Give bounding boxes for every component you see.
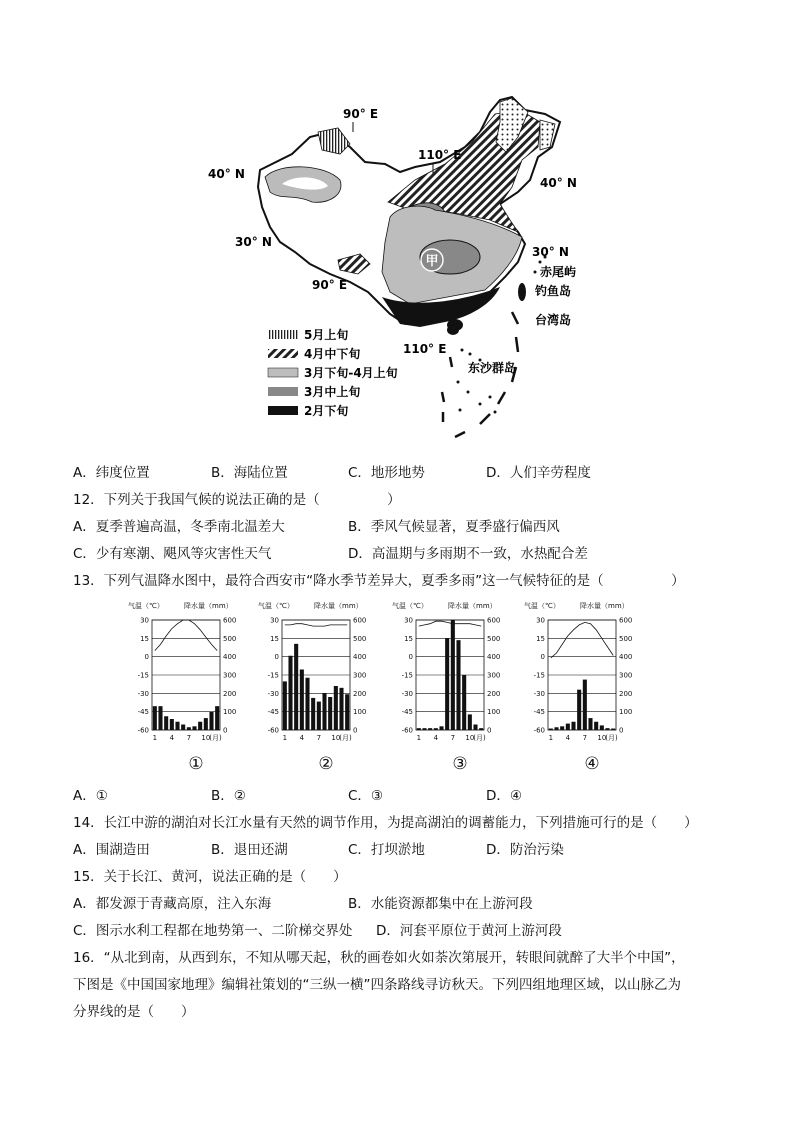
climate-chart-2 (258, 598, 370, 748)
temp-tick-label: 0 (540, 653, 545, 662)
precip-bar (283, 681, 287, 730)
precip-bar (588, 718, 592, 730)
month-tick-label: 10 (597, 734, 607, 742)
temp-tick-label: -30 (137, 689, 149, 698)
precip-tick-label: 400 (619, 653, 633, 662)
month-tick-label: 10 (201, 734, 211, 742)
precip-tick-label: 300 (223, 671, 237, 680)
precip-bar (322, 693, 326, 730)
month-tick-label: 7 (316, 734, 322, 742)
precip-axis-title: 降水量（mm） (314, 602, 363, 610)
q12-option-c[interactable]: C．少有寒潮、飓风等灾害性天气 (73, 546, 272, 562)
lon-label-110e-top: 110° E (418, 148, 462, 162)
month-tick-label: 1 (548, 734, 554, 742)
precip-tick-label: 300 (619, 671, 633, 680)
place-taiwan: 台湾岛 (535, 313, 572, 327)
climate-chart-1 (128, 598, 240, 748)
temp-tick-label: -60 (533, 726, 545, 735)
temp-axis-title: 气温（℃） (392, 602, 428, 610)
place-dongsha: 东沙群岛 (468, 361, 517, 375)
precip-bar (566, 724, 570, 730)
month-tick-label: 7 (582, 734, 588, 742)
hainan-island (447, 325, 459, 335)
precip-bar (422, 728, 426, 730)
precip-tick-label: 100 (353, 708, 367, 717)
legend-may-early: 5月上旬 (304, 328, 349, 342)
q14-stem: 14．长江中游的湖泊对长江水量有天然的调节作用，为提高湖泊的调蓄能力，下列措施可行的是（ ） (73, 815, 698, 831)
precip-bar (560, 726, 564, 730)
temp-line (551, 622, 613, 658)
month-tick-label: 1 (152, 734, 158, 742)
precip-bar (215, 706, 219, 730)
temp-tick-label: -60 (137, 726, 149, 735)
temp-tick-label: 30 (270, 616, 279, 625)
precip-tick-label: 0 (487, 726, 492, 735)
precip-axis-title: 降水量（mm） (580, 602, 629, 610)
precip-bar (417, 728, 421, 730)
lon-label-110e-bottom: 110° E (403, 342, 447, 356)
lon-label-90e-top: 90° E (343, 107, 379, 121)
precip-bar (187, 727, 191, 730)
precip-bar (571, 722, 575, 730)
legend-march-late-april-early: 3月下旬-4月上旬 (304, 366, 398, 380)
precip-tick-label: 300 (487, 671, 501, 680)
temp-tick-label: -30 (533, 689, 545, 698)
q15-option-d[interactable]: D．河套平原位于黄河上游河段 (376, 923, 562, 939)
precip-tick-label: 500 (353, 634, 367, 643)
q15-option-b[interactable]: B．水能资源都集中在上游河段 (348, 896, 533, 912)
q12-stem: 12．下列关于我国气候的说法正确的是（ ） (73, 492, 401, 508)
temp-tick-label: 15 (404, 634, 413, 643)
precip-bar (439, 726, 443, 730)
precip-tick-label: 0 (223, 726, 228, 735)
precip-tick-label: 600 (353, 616, 367, 625)
precip-bar (345, 694, 349, 730)
precip-bar (479, 728, 483, 730)
q14-option-d[interactable]: D．防治污染 (486, 842, 564, 858)
q11-option-d[interactable]: D．人们辛劳程度 (486, 465, 591, 481)
month-tick-label: 1 (416, 734, 422, 742)
china-phenology-map (200, 92, 600, 442)
lat-label-30n-right: 30° N (532, 245, 569, 259)
q16-line-3: 分界线的是（ ） (73, 1004, 195, 1020)
precip-bar (428, 728, 432, 730)
precip-bar (583, 680, 587, 730)
precip-bar (554, 727, 558, 730)
precip-tick-label: 500 (487, 634, 501, 643)
q14-option-c[interactable]: C．打坝淤地 (348, 842, 425, 858)
temp-tick-label: 15 (536, 634, 545, 643)
month-tick-label: 10 (331, 734, 341, 742)
month-tick-label: 4 (565, 734, 571, 742)
precip-tick-label: 200 (353, 689, 367, 698)
precip-tick-label: 100 (487, 708, 501, 717)
precip-bar (328, 697, 332, 730)
month-tick-label: 7 (450, 734, 456, 742)
month-tick-label: 7 (186, 734, 192, 742)
precip-tick-label: 400 (223, 653, 237, 662)
legend-feb-late: 2月下旬 (304, 404, 349, 418)
q16-line-2: 下图是《中国国家地理》编辑社策划的“三纵一横”四条路线寻访秋天。下列四组地理区域，以山脉乙为 (73, 977, 681, 993)
temp-tick-label: -15 (267, 671, 279, 680)
month-tick-label: (月) (473, 734, 486, 742)
precip-tick-label: 400 (353, 653, 367, 662)
month-tick-label: (月) (605, 734, 618, 742)
temp-line (155, 620, 217, 651)
precip-tick-label: 500 (223, 634, 237, 643)
precip-bar (600, 725, 604, 730)
temp-tick-label: -30 (401, 689, 413, 698)
lat-label-40n-right: 40° N (540, 176, 577, 190)
q11-option-b[interactable]: B．海陆位置 (211, 465, 288, 481)
temp-tick-label: 15 (270, 634, 279, 643)
precip-bar (456, 640, 460, 730)
q13-stem: 13．下列气温降水图中，最符合西安市“降水季节差异大，夏季多雨”这一气候特征的是（ ） (73, 573, 685, 589)
precip-bar (334, 686, 338, 730)
temp-tick-label: -15 (137, 671, 149, 680)
place-chiweiyu: 赤尾屿 (540, 265, 577, 279)
temp-line (285, 624, 347, 626)
precip-bar (594, 722, 598, 730)
map-legend (268, 327, 398, 418)
precip-bar (462, 675, 466, 730)
precip-bar (294, 644, 298, 730)
q11-option-a[interactable]: A．纬度位置 (73, 465, 150, 481)
precip-tick-label: 600 (487, 616, 501, 625)
chart-label-3: ③ (452, 754, 468, 774)
precip-tick-label: 0 (619, 726, 624, 735)
precip-tick-label: 400 (487, 653, 501, 662)
temp-line (419, 621, 481, 626)
precip-bar (305, 678, 309, 730)
temp-tick-label: -45 (137, 708, 149, 717)
lat-label-30n-left: 30° N (235, 235, 272, 249)
temp-tick-label: -30 (267, 689, 279, 698)
chart-label-2: ② (318, 754, 334, 774)
month-tick-label: 4 (169, 734, 175, 742)
chart-label-4: ④ (584, 754, 600, 774)
q12-option-d[interactable]: D．高温期与多雨期不一致，水热配合差 (348, 546, 588, 562)
temp-tick-label: 30 (536, 616, 545, 625)
place-diaoyudao: 钓鱼岛 (535, 284, 572, 298)
precip-bar (311, 698, 315, 730)
precip-bar (153, 706, 157, 730)
month-tick-label: 10 (465, 734, 475, 742)
precip-bar (204, 718, 208, 730)
precip-tick-label: 600 (619, 616, 633, 625)
precip-bar (317, 702, 321, 730)
precip-bar (181, 725, 185, 731)
q13-option-c[interactable]: C．③ (348, 788, 384, 804)
lat-label-40n-left: 40° N (208, 167, 245, 181)
precip-tick-label: 200 (223, 689, 237, 698)
temp-tick-label: -45 (533, 708, 545, 717)
q11-option-c[interactable]: C．地形地势 (348, 465, 425, 481)
temp-axis-title: 气温（℃） (258, 602, 294, 610)
climate-chart-3 (392, 598, 504, 748)
precip-bar (605, 728, 609, 730)
precip-bar (170, 719, 174, 730)
temp-tick-label: -60 (267, 726, 279, 735)
precip-bar (611, 729, 615, 730)
temp-axis-title: 气温（℃） (128, 602, 164, 610)
precip-tick-label: 200 (619, 689, 633, 698)
month-tick-label: 1 (282, 734, 288, 742)
legend-march-early-mid: 3月中上旬 (304, 385, 361, 399)
climate-chart-4 (524, 598, 636, 748)
precip-axis-title: 降水量（mm） (184, 602, 233, 610)
temp-tick-label: -45 (267, 708, 279, 717)
q14-option-a[interactable]: A．围湖造田 (73, 842, 150, 858)
month-tick-label: (月) (209, 734, 222, 742)
q13-option-d[interactable]: D．④ (486, 788, 522, 804)
temp-tick-label: 30 (404, 616, 413, 625)
q16-line-1: 16．“从北到南，从西到东，不知从哪天起，秋的画卷如火如荼次第展开，转眼间就醉了大半个中国”， (73, 950, 685, 966)
temp-tick-label: 30 (140, 616, 149, 625)
q12-option-b[interactable]: B．季风气候显著，夏季盛行偏西风 (348, 519, 560, 535)
temp-tick-label: 0 (274, 653, 279, 662)
temp-tick-label: -60 (401, 726, 413, 735)
q12-option-a[interactable]: A．夏季普遍高温，冬季南北温差大 (73, 519, 285, 535)
lon-label-90e-bottom: 90° E (312, 278, 348, 292)
precip-bar (209, 712, 213, 730)
precip-bar (434, 728, 438, 730)
q13-option-b[interactable]: B．② (211, 788, 246, 804)
precip-bar (473, 725, 477, 731)
precip-bar (577, 690, 581, 730)
map-svg (200, 92, 600, 442)
region-jia-label: 甲 (425, 254, 439, 269)
precip-bar (158, 706, 162, 730)
month-tick-label: 4 (433, 734, 439, 742)
temp-tick-label: 0 (408, 653, 413, 662)
precip-axis-title: 降水量（mm） (448, 602, 497, 610)
precip-tick-label: 100 (223, 708, 237, 717)
chart-label-1: ① (188, 754, 204, 774)
q14-option-b[interactable]: B．退田还湖 (211, 842, 288, 858)
precip-bar (451, 620, 455, 730)
temp-tick-label: -15 (533, 671, 545, 680)
precip-bar (288, 656, 292, 730)
q15-stem: 15．关于长江、黄河，说法正确的是（ ） (73, 869, 347, 885)
precip-tick-label: 100 (619, 708, 633, 717)
temp-tick-label: 0 (144, 653, 149, 662)
precip-tick-label: 0 (353, 726, 358, 735)
q13-option-a[interactable]: A．① (73, 788, 108, 804)
month-tick-label: 4 (299, 734, 305, 742)
precip-bar (192, 726, 196, 730)
precip-bar (175, 722, 179, 730)
temp-axis-title: 气温（℃） (524, 602, 560, 610)
precip-bar (339, 688, 343, 730)
precip-tick-label: 300 (353, 671, 367, 680)
precip-bar (164, 716, 168, 730)
taiwan-island (518, 283, 526, 301)
precip-tick-label: 500 (619, 634, 633, 643)
q15-option-c[interactable]: C．图示水利工程都在地势第一、二阶梯交界处 (73, 923, 353, 939)
temp-tick-label: -15 (401, 671, 413, 680)
month-tick-label: (月) (339, 734, 352, 742)
precip-bar (300, 670, 304, 731)
temp-tick-label: 15 (140, 634, 149, 643)
precip-bar (549, 729, 553, 730)
precip-tick-label: 200 (487, 689, 501, 698)
precip-bar (445, 638, 449, 730)
precip-bar (468, 714, 472, 730)
temp-tick-label: -45 (401, 708, 413, 717)
precip-tick-label: 600 (223, 616, 237, 625)
precip-bar (198, 722, 202, 730)
q15-option-a[interactable]: A．都发源于青藏高原，注入东海 (73, 896, 272, 912)
legend-april-mid-late: 4月中下旬 (304, 347, 361, 361)
